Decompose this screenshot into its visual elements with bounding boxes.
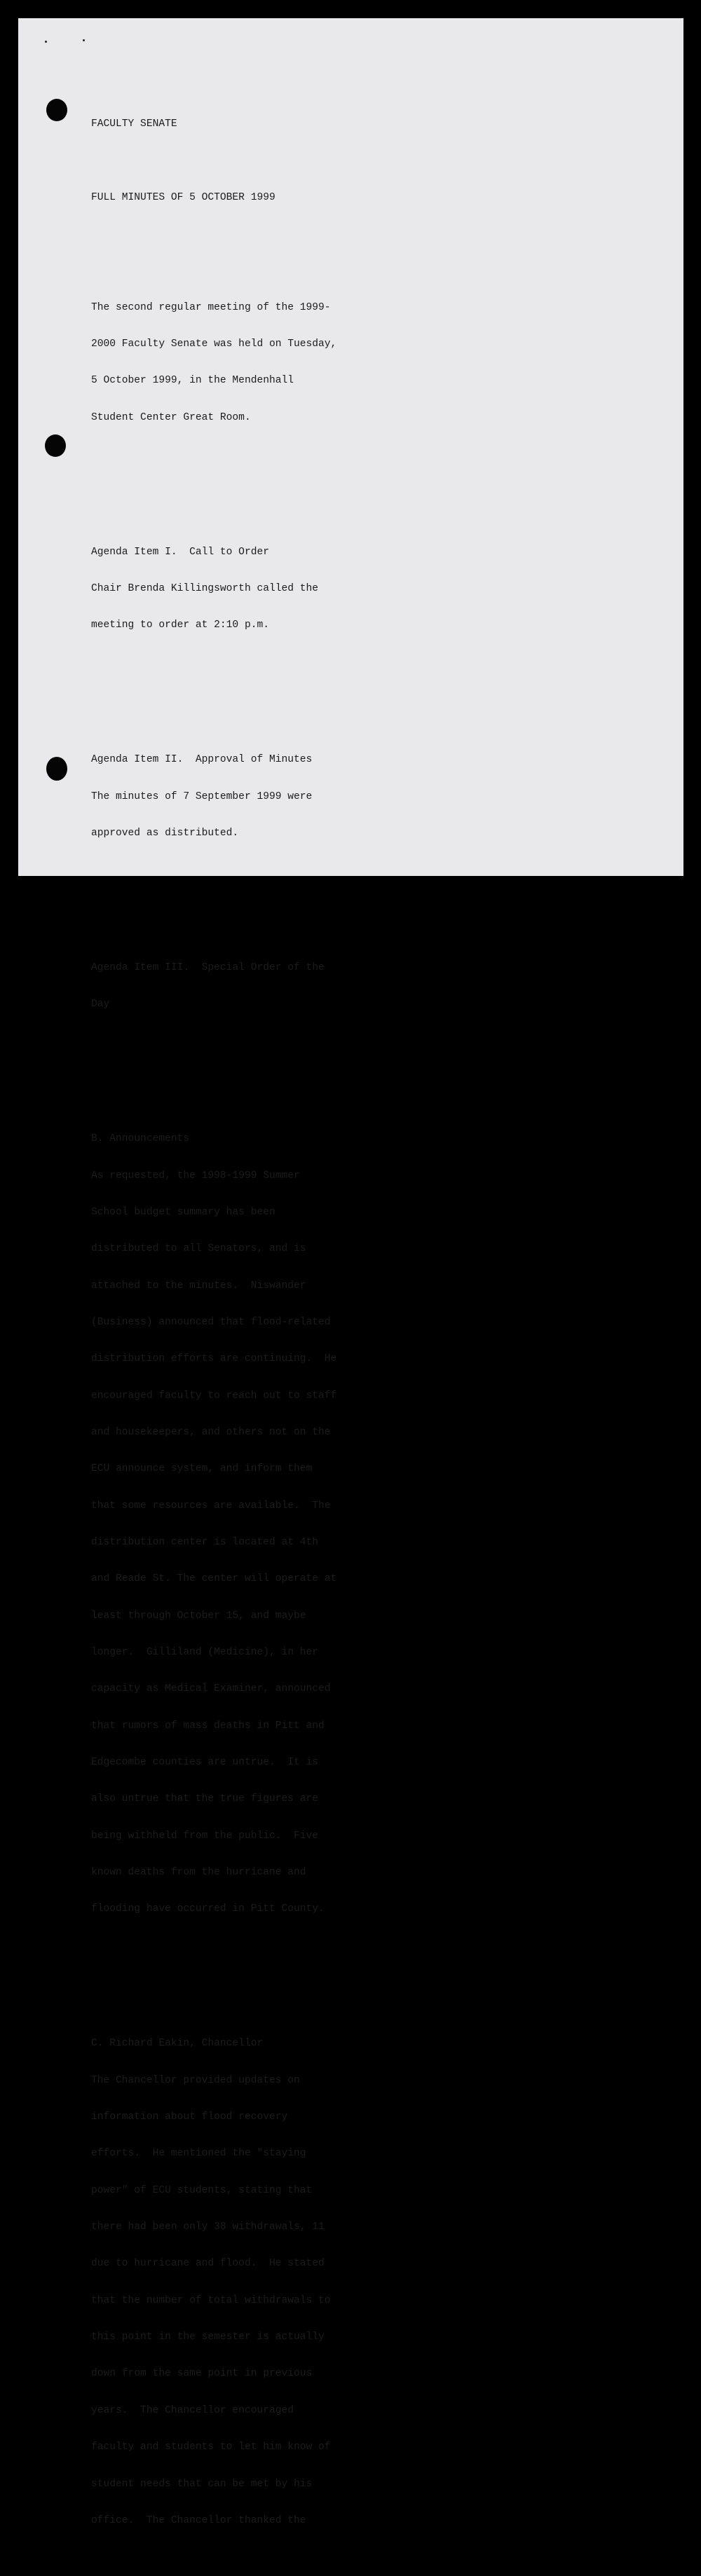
text-line: also untrue that the true figures are <box>91 1793 319 1805</box>
text-line: that rumors of mass deaths in Pitt and <box>91 1720 325 1732</box>
text-line: ECU announce system, and inform them <box>91 1463 313 1475</box>
punch-hole-middle <box>45 434 66 457</box>
text-line: least through October 15, and maybe <box>91 1610 306 1622</box>
text-line: this point in the semester is actually <box>91 2331 325 2343</box>
text-line: 5 October 1999, in the Mendenhall <box>91 375 294 387</box>
text-line: faculty and students to let him know of <box>91 2441 331 2453</box>
text-line: attached to the minutes. Niswander <box>91 1280 306 1292</box>
agenda-item-1 <box>91 522 512 657</box>
text-line: and housekeepers, and others not on the <box>91 1426 331 1438</box>
punch-hole-bottom <box>46 757 67 781</box>
text-line: Agenda Item III. Special Order of the <box>91 961 325 973</box>
text-line: Edgecombe counties are untrue. It is <box>91 1757 319 1769</box>
text-line: Student Center Great Room. <box>91 411 251 423</box>
text-line: being withheld from the public. Five <box>91 1830 319 1842</box>
text-line: The second regular meeting of the 1999- <box>91 301 331 313</box>
text-line: distributed to all Senators, and is <box>91 1243 306 1255</box>
text-line: capacity as Medical Examiner, announced <box>91 1683 331 1695</box>
intro-paragraph <box>91 278 512 448</box>
text-line: years. The Chancellor encouraged <box>91 2404 294 2416</box>
text-line: longer. Gilliland (Medicine), in her <box>91 1647 319 1659</box>
text-line: that some resources are available. The <box>91 1500 331 1512</box>
text-line: distribution efforts are continuing. He <box>91 1353 337 1365</box>
text-line: Chair Brenda Killingsworth called the <box>91 582 319 594</box>
text-line: B. Announcements <box>91 1133 190 1145</box>
text-line: down from the same point in previous <box>91 2368 313 2380</box>
document-page <box>18 18 683 2526</box>
text-line: Day <box>91 999 110 1010</box>
text-line: Agenda Item I. Call to Order <box>91 546 269 558</box>
text-line: Agenda Item II. Approval of Minutes <box>91 754 313 766</box>
text-line: student needs that can be met by his <box>91 2478 313 2490</box>
agenda-item-3 <box>91 938 512 1036</box>
text-line: there had been only 38 withdrawals, 11 <box>91 2221 325 2233</box>
text-line: The Chancellor provided updates on <box>91 2074 300 2086</box>
text-line: information about flood recovery <box>91 2111 288 2123</box>
announcements-section <box>91 1109 512 1940</box>
text-line: approved as distributed. <box>91 827 239 839</box>
text-line: office. The Chancellor thanked the <box>91 2514 306 2526</box>
text-line: known deaths from the hurricane and <box>91 1867 306 1879</box>
text-line: 2000 Faculty Senate was held on Tuesday, <box>91 338 337 350</box>
document-body <box>91 94 512 2576</box>
chancellor-section <box>91 2013 512 2551</box>
agenda-item-2 <box>91 729 512 864</box>
speck-mark <box>45 41 47 43</box>
text-line: encouraged faculty to reach out to staff <box>91 1390 337 1402</box>
punch-hole-top <box>46 99 67 121</box>
text-line: distribution center is located at 4th <box>91 1536 319 1548</box>
speck-mark <box>83 39 85 41</box>
text-line: As requested, the 1998-1999 Summer <box>91 1170 300 1181</box>
document-subheading: FULL MINUTES OF 5 OCTOBER 1999 <box>91 191 275 203</box>
text-line: C. Richard Eakin, Chancellor <box>91 2038 264 2050</box>
text-line: School budget summary has been <box>91 1206 275 1218</box>
text-line: and Reade St. The center will operate at <box>91 1573 337 1585</box>
text-line: flooding have occurred in Pitt County. <box>91 1903 325 1915</box>
text-line: The minutes of 7 September 1999 were <box>91 790 313 802</box>
text-line: that the number of total withdrawals to <box>91 2294 331 2306</box>
text-line: (Business) announced that flood-related <box>91 1316 331 1328</box>
text-line: due to hurricane and flood. He stated <box>91 2258 325 2270</box>
text-line: meeting to order at 2:10 p.m. <box>91 619 269 631</box>
document-heading: FACULTY SENATE <box>91 118 177 130</box>
text-line: power" of ECU students, stating that <box>91 2184 313 2196</box>
text-line: efforts. He mentioned the "staying <box>91 2148 306 2160</box>
